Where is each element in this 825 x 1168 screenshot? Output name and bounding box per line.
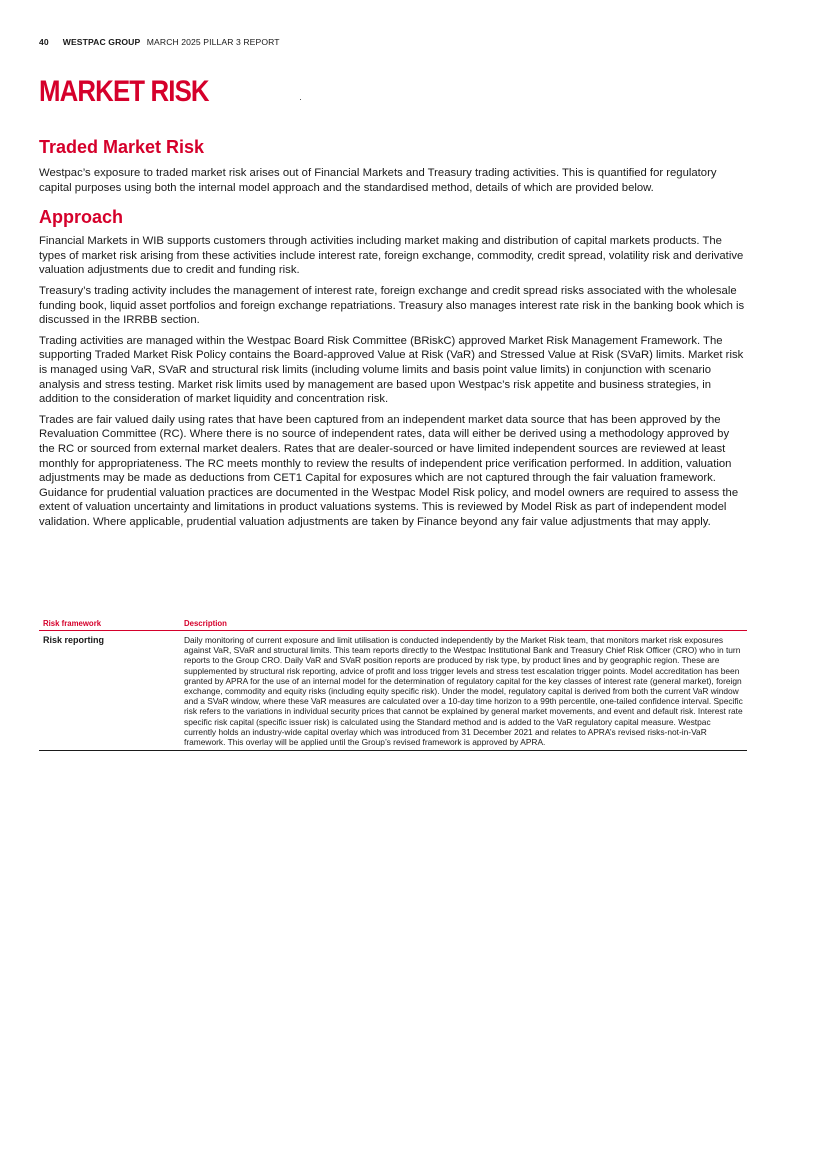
page-number: 40 [39,37,49,47]
table-header-row [39,617,747,631]
running-header [39,37,280,47]
paragraph: Trading activities are managed within the Westpac Board Risk Committee (BRiskC) approved Market Risk Management Framework. The supporting Traded Market Risk Policy contains the Board-approved Value at Risk (VaR) and Stressed Value at Risk (SVaR) limits. Market risk is managed using VaR, SVaR and structural risk limits (including volume limits and basis point value limits) in conjunction with scenario analysis and stress testing. Market risk limits used by management are based upon Westpac’s risk appetite and business strategies, in addition to the consideration of market liquidity and concentration risk. [39,334,744,406]
paragraph: Trades are fair valued daily using rates that have been captured from an independent market data source that has been approved by the Revaluation Committee (RC). Where there is no source of independent rates, data will either be derived using a methodology approved by the RC or sourced from external market dealers. Rates that are dealer-sourced or have limited independent sources are reviewed at least monthly for appropriateness. The RC meets monthly to review the results of independent price verification performed. In addition, valuation adjustments may be made as deductions from CET1 Capital for exposures which are not captured through the fair valuation framework. Guidance for prudential valuation practices are documented in the Westpac Model Risk policy, and model owners are required to assess the extent of valuation uncertainty and limitations in product valuations systems. This is reviewed by Model Risk as part of independent model validation. Where applicable, prudential valuation adjustments are taken by Finance beyond any fair value adjustments that may apply. [39,413,739,528]
risk-framework-name: Risk reporting [39,631,180,751]
header-brand: WESTPAC GROUP [62,37,141,47]
table-row [39,631,747,751]
column-header-description: Description [180,617,747,631]
column-header-risk-framework: Risk framework [39,617,180,631]
section-heading-traded-market-risk: Traded Market Risk [39,137,205,157]
header-report-name: MARCH 2025 PILLAR 3 REPORT [146,37,280,47]
main-content [39,136,747,535]
stray-dot [300,99,301,100]
paragraph: Treasury’s trading activity includes the management of interest rate, foreign exchange and credit spread risks associated with the wholesale funding book, liquid asset portfolios and foreign exchange repatriations. Treasury also manages interest rate risk in the banking book which is discussed in the IRRBB section. [39,284,745,327]
risk-framework-description: Daily monitoring of current exposure and limit utilisation is conducted independently by the Market Risk team, that monitors market risk exposures against VaR, SVaR and structural limits. This team reports directly to the Westpac Institutional Bank and Treasury Chief Risk Officer (CRO) who in turn reports to the Group CRO. Daily VaR and SVaR position reports are produced by risk type, by product lines and by geographic region. These are supplemented by structural risk reporting, advice of profit and loss trigger levels and stress test escalation trigger points. Model accreditation has been granted by APRA for the use of an internal model for the determination of regulatory capital for the key classes of interest rate (general market), foreign exchange, commodity and equity risks (including equity specific risk). Under the model, regulatory capital is derived from both the current VaR window and a SVaR window, where these VaR measures are calculated over a 10-day time horizon to a 99th percentile, one-tailed confidence interval. Specific risk refers to the variations in individual security prices that cannot be explained by general market movements, and event and default risk. Interest rate specific risk capital (specific issuer risk) is calculated using the Standard method and is added to the VaR regulatory capital measure. Westpac currently holds an industry-wide capital overlay which was introduced from 31 December 2021 and relates to APRA’s revised risks-not-in-VaR framework. This overlay will be applied until the Group’s revised framework is approved by APRA. [180,631,747,751]
paragraph: Financial Markets in WIB supports customers through activities including market making and distribution of capital markets products. The types of market risk arising from these activities include interest rate, foreign exchange, commodity, credit spread, volatility risk and derivative valuation adjustments due to credit and funding risk. [39,235,744,277]
section-heading-approach: Approach [39,207,124,228]
paragraph: Westpac’s exposure to traded market risk arises out of Financial Markets and Treasury trading activities. This is quantified for regulatory capital purposes using both the internal model approach and the standardised method, details of which are provided below. [39,167,717,194]
page-title: MARKET RISK [39,75,209,108]
risk-framework-table [39,617,747,751]
